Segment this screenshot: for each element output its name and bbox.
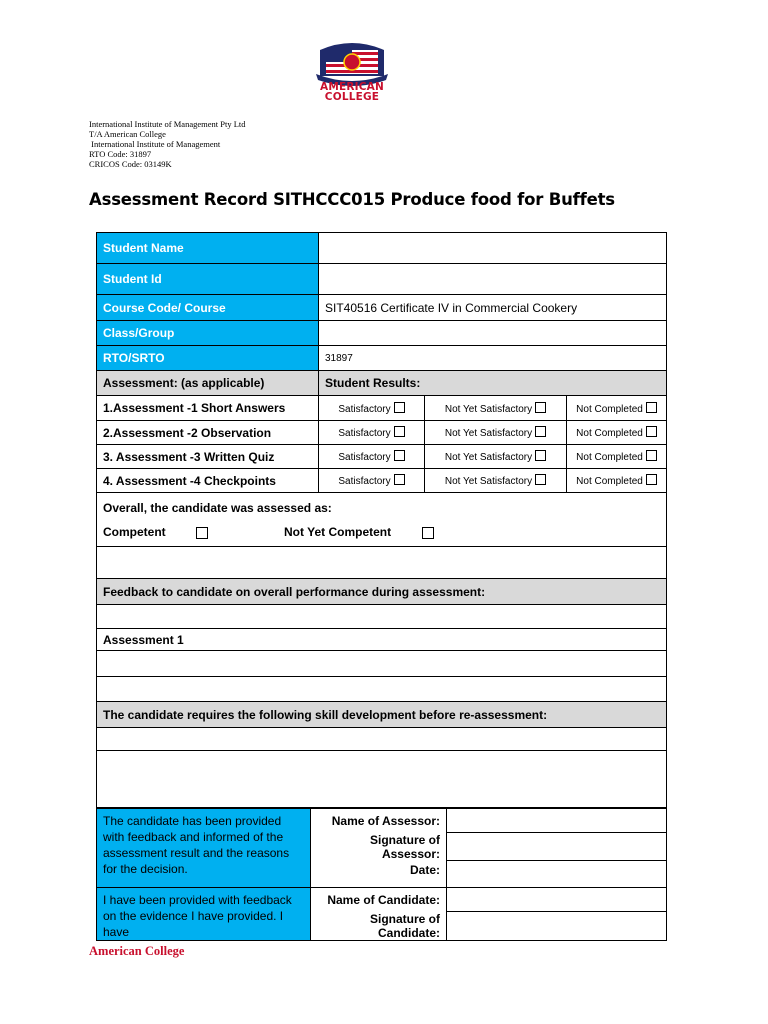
assessor-statement: The candidate has been provided with feedback and informed of the assessment result and the reasons for the decision. — [97, 809, 311, 888]
checkbox[interactable] — [394, 474, 405, 485]
student-name-field[interactable] — [319, 233, 667, 264]
skill-development-field[interactable] — [97, 751, 667, 808]
satisfactory-option[interactable]: Satisfactory — [319, 469, 425, 493]
assessor-name-label: Name of Assessor: — [311, 809, 447, 833]
assessment-row-label: 1.Assessment -1 Short Answers — [97, 396, 319, 421]
student-id-field[interactable] — [319, 264, 667, 295]
date-label: Date: — [311, 861, 447, 888]
checkbox[interactable] — [646, 426, 657, 437]
checkbox[interactable] — [646, 450, 657, 461]
not-completed-option[interactable]: Not Completed — [567, 421, 667, 445]
feedback-heading: Feedback to candidate on overall performance during assessment: — [97, 579, 667, 605]
class-group-field[interactable] — [319, 321, 667, 346]
student-name-label: Student Name — [97, 233, 319, 264]
checkbox[interactable] — [394, 450, 405, 461]
org-line: T/A American College — [89, 129, 166, 139]
student-results-header: Student Results: — [319, 371, 667, 396]
feedback-field[interactable] — [97, 605, 667, 629]
assessment-header: Assessment: (as applicable) — [97, 371, 319, 396]
not-yet-satisfactory-option[interactable]: Not Yet Satisfactory — [425, 469, 567, 493]
assessor-signature-field[interactable] — [447, 833, 667, 861]
feedback-field[interactable] — [97, 677, 667, 702]
not-completed-option[interactable]: Not Completed — [567, 445, 667, 469]
checkbox[interactable] — [535, 474, 546, 485]
assessment-1-label: Assessment 1 — [97, 629, 667, 651]
signoff-table — [96, 808, 667, 941]
rto-label: RTO/SRTO — [97, 346, 319, 371]
rto-field[interactable]: 31897 — [319, 346, 667, 371]
candidate-name-field[interactable] — [447, 888, 667, 912]
skill-development-heading: The candidate requires the following skill development before re-assessment: — [97, 702, 667, 728]
blank-row[interactable] — [97, 547, 667, 579]
student-id-label: Student Id — [97, 264, 319, 295]
org-line: CRICOS Code: 03149K — [89, 159, 172, 169]
candidate-name-label: Name of Candidate: — [311, 888, 447, 912]
logo-text: AMERICAN COLLEGE — [320, 81, 384, 103]
date-field[interactable] — [447, 861, 667, 888]
not-yet-satisfactory-option[interactable]: Not Yet Satisfactory — [425, 445, 567, 469]
class-group-label: Class/Group — [97, 321, 319, 346]
checkbox[interactable] — [646, 474, 657, 485]
candidate-statement: I have been provided with feedback on the evidence I have provided. I have — [97, 888, 311, 941]
not-yet-competent-checkbox[interactable] — [422, 527, 434, 539]
org-line: International Institute of Management Pty Ltd — [89, 119, 246, 129]
not-yet-satisfactory-option[interactable]: Not Yet Satisfactory — [425, 421, 567, 445]
assessor-name-field[interactable] — [447, 809, 667, 833]
checkbox[interactable] — [394, 426, 405, 437]
overall-heading: Overall, the candidate was assessed as: — [103, 501, 332, 515]
document-title: Assessment Record SITHCCC015 Produce food for Buffets — [89, 190, 615, 209]
candidate-signature-field[interactable] — [447, 912, 667, 941]
feedback-field[interactable] — [97, 651, 667, 677]
checkbox[interactable] — [646, 402, 657, 413]
organisation-details — [89, 119, 246, 169]
not-yet-competent-label: Not Yet Competent — [284, 525, 392, 539]
skill-development-field[interactable] — [97, 728, 667, 751]
assessment-record-table — [96, 232, 667, 808]
not-yet-satisfactory-option[interactable]: Not Yet Satisfactory — [425, 396, 567, 421]
checkbox[interactable] — [535, 450, 546, 461]
candidate-signature-label: Signature of Candidate: — [311, 912, 447, 941]
satisfactory-option[interactable]: Satisfactory — [319, 445, 425, 469]
not-completed-option[interactable]: Not Completed — [567, 469, 667, 493]
footer-college-name: American College — [89, 944, 185, 958]
satisfactory-option[interactable]: Satisfactory — [319, 421, 425, 445]
course-field[interactable]: SIT40516 Certificate IV in Commercial Cookery — [319, 295, 667, 321]
assessment-row-label: 3. Assessment -3 Written Quiz — [97, 445, 319, 469]
checkbox[interactable] — [535, 402, 546, 413]
org-line: International Institute of Management — [89, 139, 221, 149]
assessment-row-label: 2.Assessment -2 Observation — [97, 421, 319, 445]
checkbox[interactable] — [535, 426, 546, 437]
assessment-row-label: 4. Assessment -4 Checkpoints — [97, 469, 319, 493]
competent-label: Competent — [103, 525, 166, 539]
satisfactory-option[interactable]: Satisfactory — [319, 396, 425, 421]
checkbox[interactable] — [394, 402, 405, 413]
course-label: Course Code/ Course — [97, 295, 319, 321]
competent-checkbox[interactable] — [196, 527, 208, 539]
not-completed-option[interactable]: Not Completed — [567, 396, 667, 421]
assessor-signature-label: Signature of Assessor: — [311, 833, 447, 861]
overall-assessment — [97, 493, 667, 547]
org-line: RTO Code: 31897 — [89, 149, 152, 159]
